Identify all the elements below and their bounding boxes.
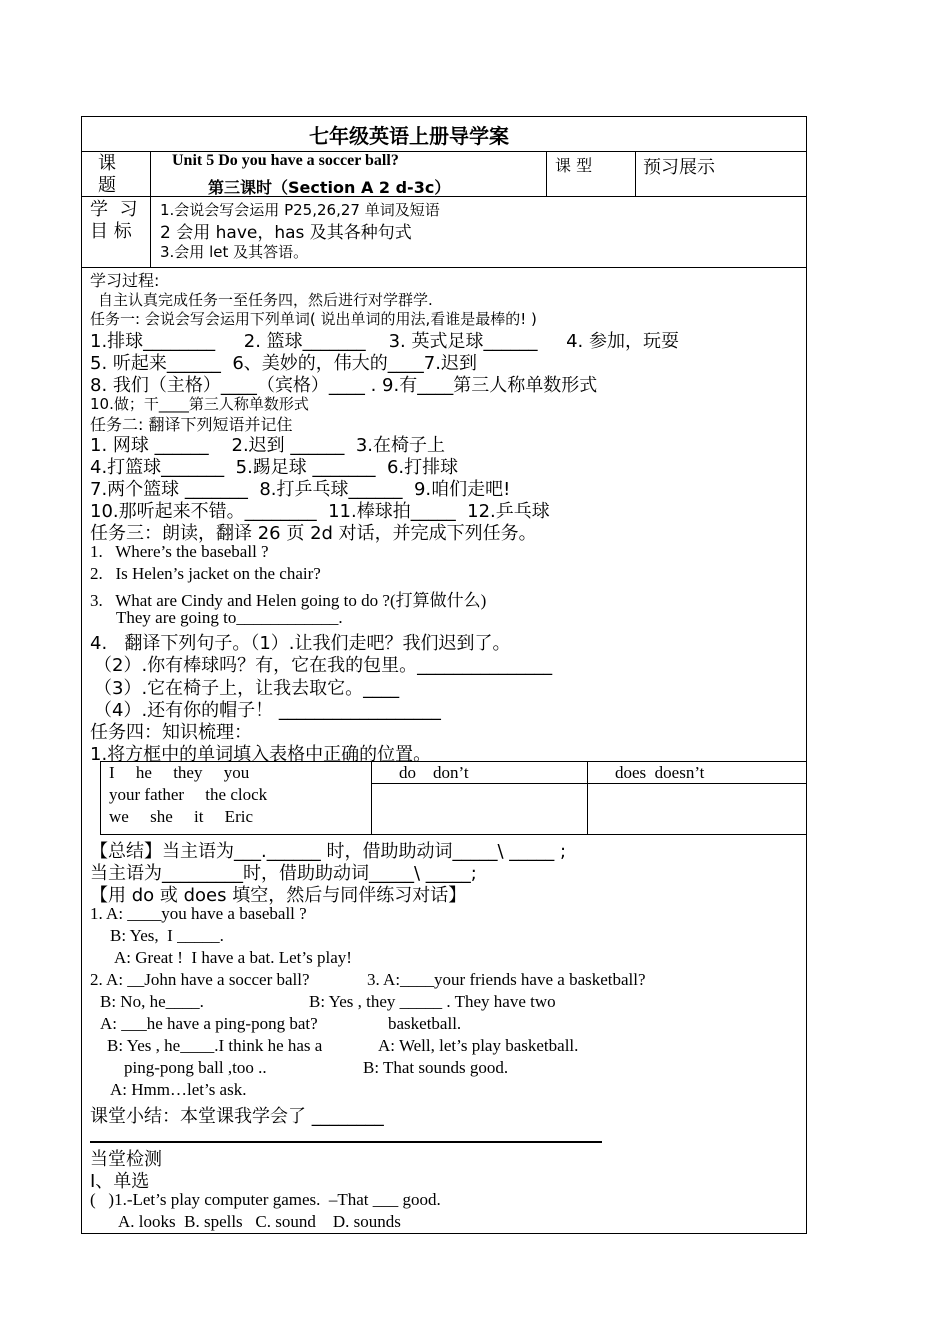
topic-label: 课 题	[98, 153, 116, 196]
task3-q3-answer: They are going to____________.	[116, 608, 343, 627]
task3-q1: 1. Where’s the baseball ?	[90, 542, 269, 561]
task3-q4-line-2: （2）.你有棒球吗？有，它在我的包里。_______________	[94, 655, 553, 676]
task1-line-4: 10.做；干____第三人称单数形式	[90, 395, 309, 413]
type-label: 课 型	[555, 156, 593, 175]
dialogue-3-line-4: A: Well, let’s play basketball.	[378, 1036, 579, 1055]
dialogue-2-line-5: ping-pong ball ,too ..	[124, 1058, 267, 1077]
page-title: 七年级英语上册导学案	[309, 124, 509, 148]
dialogue-1-line-1: 1. A: ____you have a baseball ?	[90, 904, 307, 923]
dialogue-2-line-4: B: Yes , he____.I think he has a	[107, 1036, 323, 1055]
dialogue-2-line-2: B: No, he____.	[100, 992, 204, 1011]
lesson-label: 第三课时（Section A 2 d-3c）	[208, 178, 451, 197]
test-q1-options: A. looks B. spells C. sound D. sounds	[118, 1212, 401, 1231]
task1-title: 任务一: 会说会写会运用下列单词( 说出单词的用法,看谁是最棒的! )	[90, 310, 537, 328]
divider-type	[546, 151, 547, 196]
test-section: I、单选	[90, 1171, 150, 1192]
task3-title: 任务三：朗读，翻译 26 页 2d 对话，并完成下列任务。	[90, 523, 537, 544]
dialogue-2-line-1: 2. A: __John have a soccer ball?	[90, 970, 310, 989]
goal-1: 1.会说会写会运用 P25,26,27 单词及短语	[160, 201, 440, 219]
wordbox-line-1: I he they you	[109, 763, 250, 782]
task1-line-3: 8. 我们（主格）____（宾格）____ . 9.有____第三人称单数形式	[90, 375, 598, 396]
task1-line-1: 1.排球________ 2. 篮球_______ 3. 英式足球______ 4. 参加，玩耍	[90, 331, 679, 352]
dialogue-2-line-3: A: ___he have a ping-pong bat?	[100, 1014, 318, 1033]
task1-line-2: 5. 听起来______ 6、美妙的，伟大的____7.迟到	[90, 353, 477, 374]
summary-line-1: 【总结】当主语为___.______ 时，借助助动词_____\ _____ ;	[90, 841, 567, 862]
task3-q4-line-3: （3）.它在椅子上，让我去取它。____	[94, 678, 400, 699]
task4-sub: 1.将方框中的单词填入表格中正确的位置。	[90, 744, 432, 765]
wordbox-line-2: your father the clock	[109, 785, 268, 804]
wordbox-col2: do don’t	[399, 763, 469, 782]
summary-line-3: 【用 do 或 does 填空，然后与同伴练习对话】	[90, 885, 467, 906]
border-goals	[81, 267, 807, 268]
border-left	[81, 116, 82, 1233]
task2-line-2: 4.打篮球_______ 5.踢足球 _______ 6.打排球	[90, 457, 459, 478]
dialogue-1-line-3: A: Great ! I have a bat. Let’s play!	[114, 948, 352, 967]
dialogue-1-line-2: B: Yes, I _____.	[110, 926, 224, 945]
class-summary: 课堂小结：本堂课我学会了 ________	[90, 1106, 384, 1127]
dialogue-3-line-3: basketball.	[388, 1014, 462, 1033]
wordbox-div-2	[587, 761, 588, 834]
border-top	[81, 116, 807, 117]
border-bottom	[81, 1233, 807, 1234]
process-heading: 学习过程:	[90, 271, 160, 290]
wordbox-line-3: we she it Eric	[109, 807, 253, 826]
task2-title: 任务二: 翻译下列短语并记住	[90, 415, 293, 434]
wordbox-mid	[371, 783, 806, 784]
class-summary-answer-line	[90, 1141, 602, 1143]
divider-type-value	[635, 151, 636, 196]
test-heading: 当堂检测	[90, 1149, 162, 1170]
test-q1: ( )1.-Let’s play computer games. –That ___ good.	[90, 1190, 441, 1209]
wordbox-col3: does doesn’t	[615, 763, 705, 782]
divider-topic	[150, 151, 151, 267]
task3-q4-line-4: （4）.还有你的帽子！ __________________	[94, 700, 441, 721]
task3-q4: 4. 翻译下列句子。（1）.让我们走吧？我们迟到了。	[90, 633, 511, 654]
dialogue-3-line-2: B: Yes , they _____ . They have two	[309, 992, 556, 1011]
task3-q3: 3. What are Cindy and Helen going to do ?(打算做什么)	[90, 591, 487, 610]
task2-line-1: 1. 网球 ______ 2.迟到 ______ 3.在椅子上	[90, 435, 446, 456]
dialogue-3-line-1: 3. A:____your friends have a basketball?	[367, 970, 646, 989]
task2-line-3: 7.两个篮球 _______ 8.打乒乓球______ 9.咱们走吧!	[90, 479, 511, 500]
wordbox-left	[100, 761, 101, 834]
unit-title: Unit 5 Do you have a soccer ball?	[172, 152, 399, 169]
goal-2: 2 会用 have，has 及其各种句式	[160, 223, 412, 243]
wordbox-top	[100, 761, 806, 762]
border-right	[806, 116, 807, 1233]
process-intro: 自主认真完成任务一至任务四，然后进行对学群学.	[98, 291, 433, 309]
task3-q2: 2. Is Helen’s jacket on the chair?	[90, 564, 321, 583]
goals-label: 学 习 目 标	[90, 199, 138, 242]
wordbox-bottom	[100, 834, 806, 835]
dialogue-2-line-6: A: Hmm…let’s ask.	[110, 1080, 247, 1099]
dialogue-3-line-5: B: That sounds good.	[363, 1058, 509, 1077]
summary-line-2: 当主语为_________时，借助助动词_____\ _____;	[90, 863, 477, 884]
goal-3: 3.会用 let 及其答语。	[160, 243, 309, 261]
task2-line-4: 10.那听起来不错。________ 11.棒球拍_____ 12.乒乓球	[90, 501, 550, 522]
wordbox-div-1	[371, 761, 372, 834]
type-value: 预习展示	[643, 157, 715, 178]
task4-title: 任务四：知识梳理：	[90, 722, 252, 743]
